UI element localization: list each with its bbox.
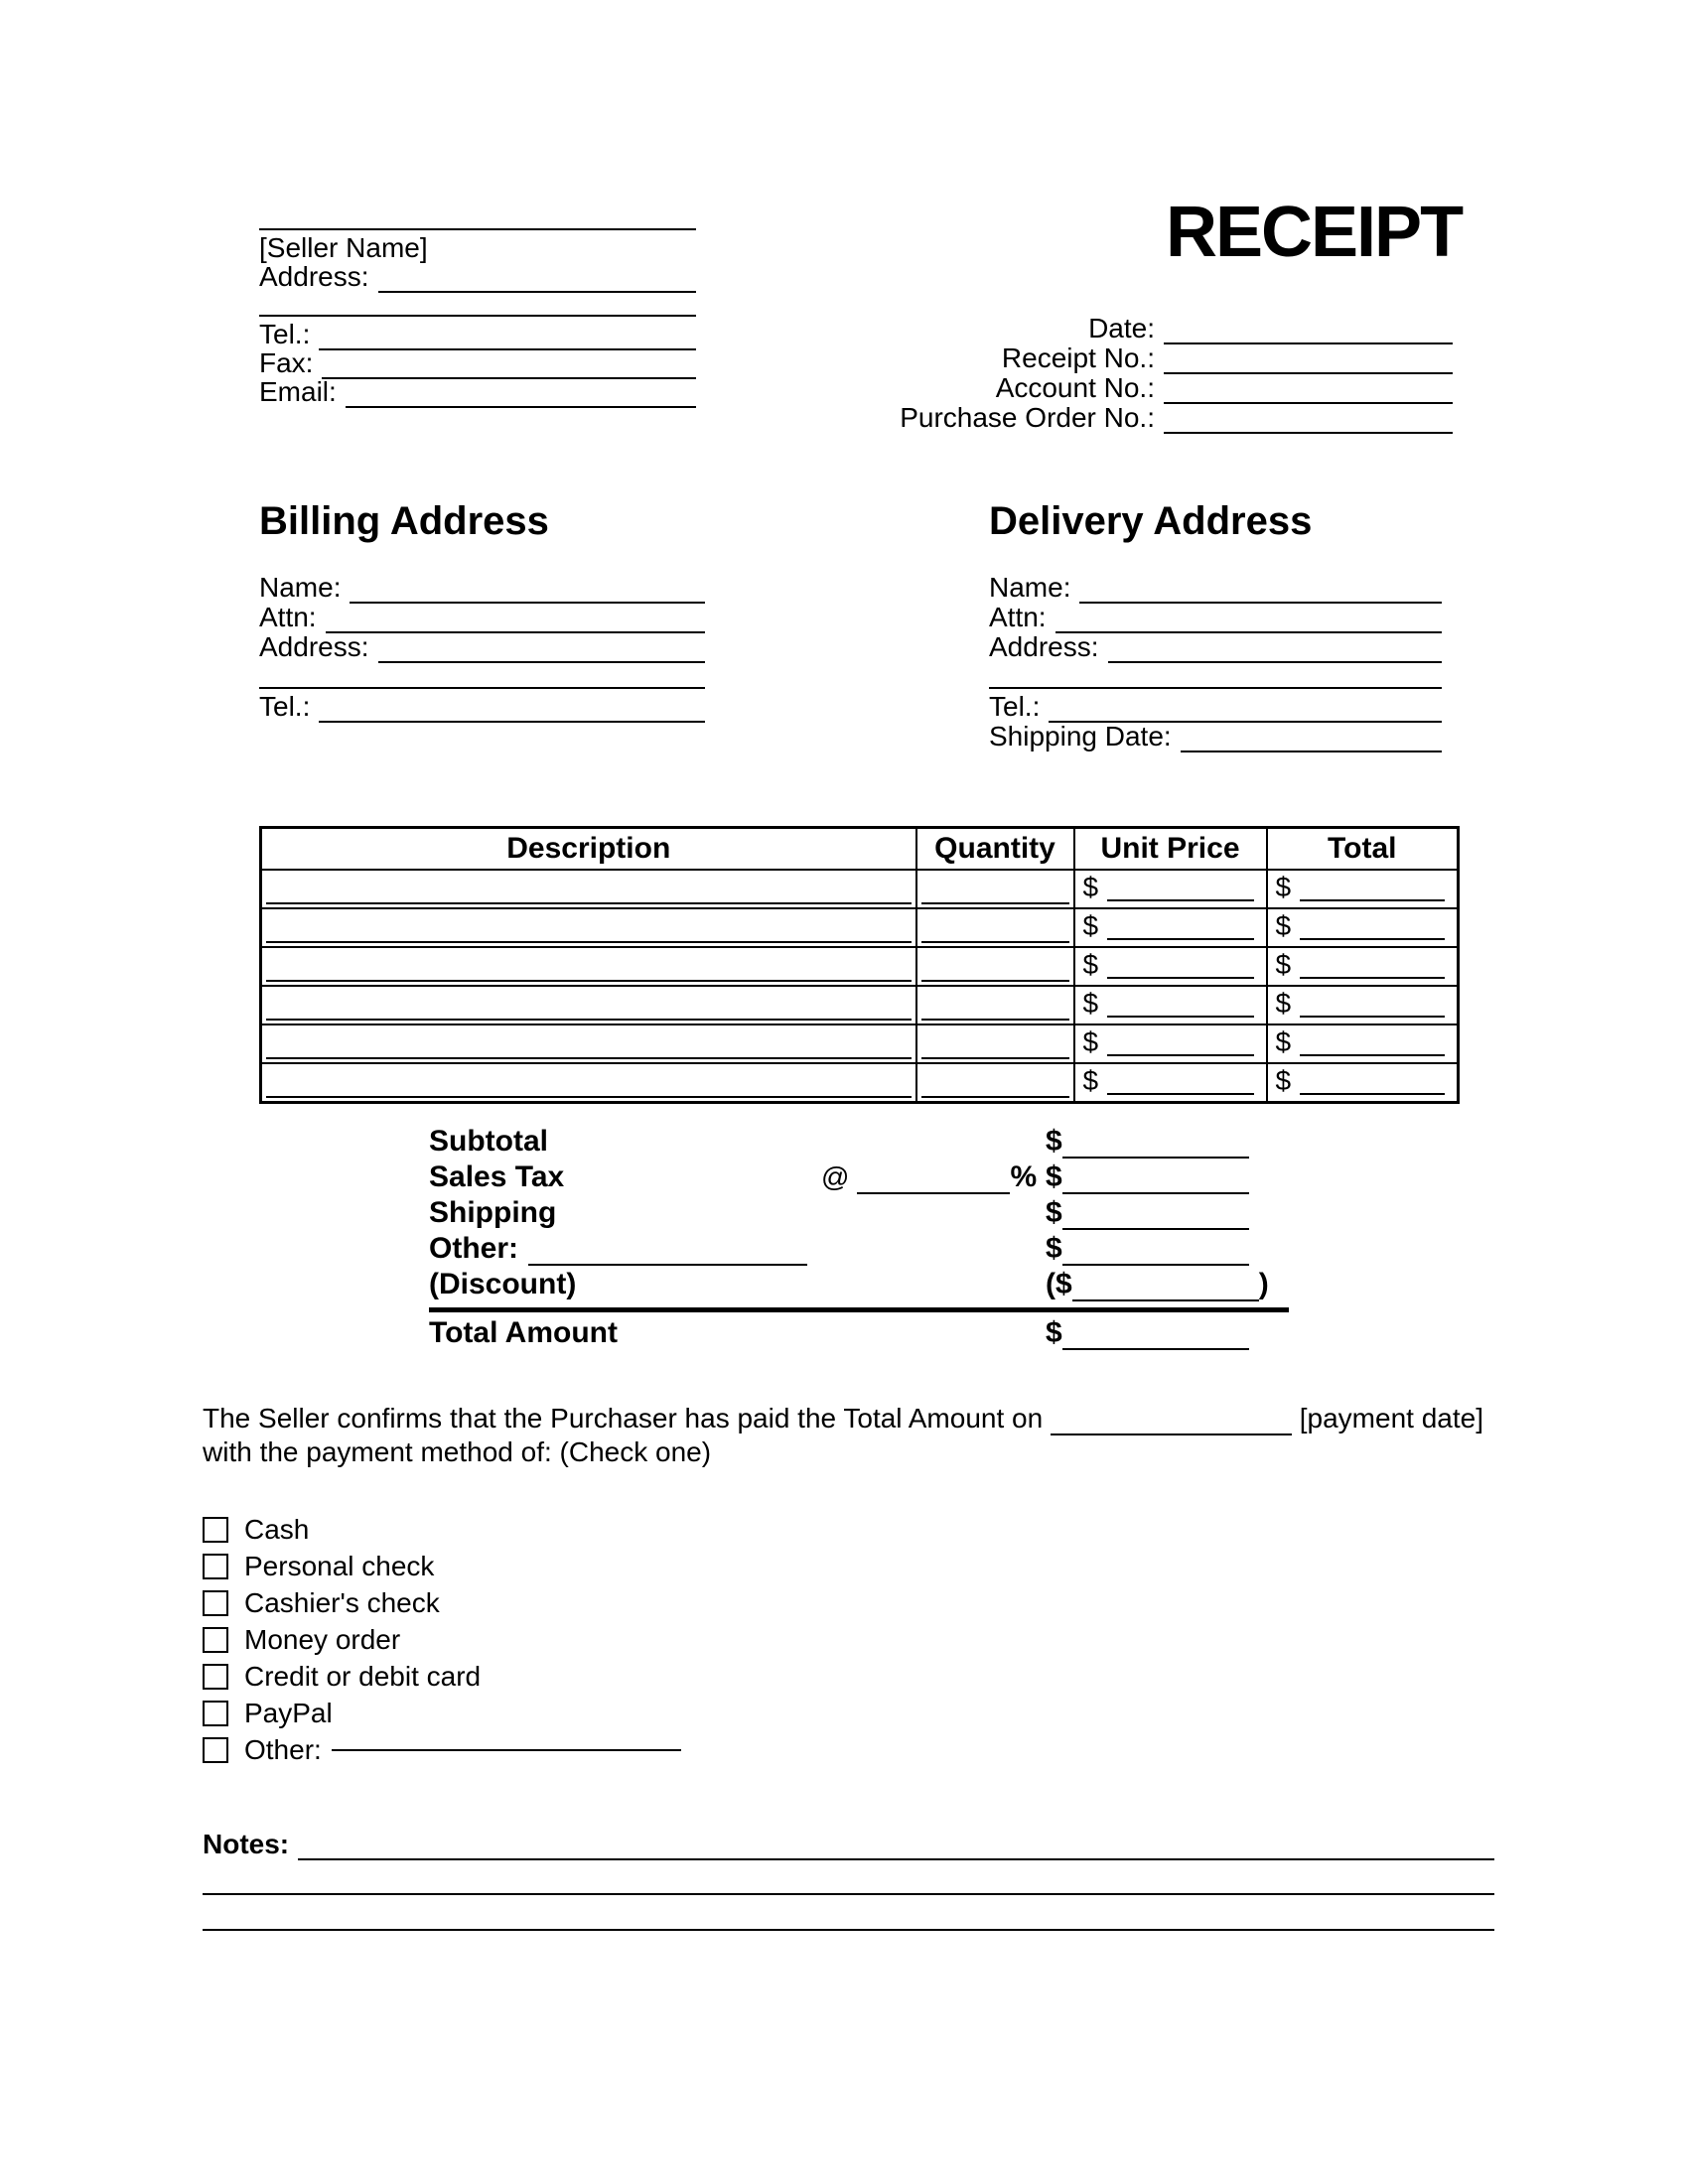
currency-symbol: $ (1046, 1125, 1062, 1158)
currency-symbol: $ (1275, 988, 1292, 1019)
item-quantity-cell[interactable] (916, 947, 1074, 986)
date-label: Date: (1088, 313, 1155, 343)
item-unit-price-cell[interactable] (1074, 1063, 1267, 1103)
personal-check-checkbox[interactable] (203, 1554, 228, 1579)
currency-symbol: $ (1275, 949, 1292, 980)
seller-name-blank-line[interactable] (259, 205, 696, 233)
notes-field-line2[interactable] (203, 1862, 1494, 1898)
currency-symbol: $ (1046, 1232, 1062, 1265)
notes-field-line3[interactable] (203, 1898, 1494, 1934)
item-total-cell[interactable] (1267, 1024, 1459, 1063)
item-total-cell[interactable] (1267, 870, 1459, 908)
currency-symbol: $ (1082, 1065, 1099, 1096)
delivery-shipping-date-field[interactable] (1181, 751, 1442, 752)
payment-method-option-paypal (203, 1695, 681, 1731)
payment-methods-list (203, 1511, 681, 1768)
item-total-cell[interactable] (1267, 986, 1459, 1024)
payment-method-option-other (203, 1731, 681, 1768)
paypal-checkbox[interactable] (203, 1701, 228, 1726)
receipt-no-label: Receipt No.: (1001, 342, 1155, 373)
delivery-shipping-date-label: Shipping Date: (989, 721, 1172, 751)
item-description-cell[interactable] (261, 1024, 916, 1063)
paypal-label: PayPal (244, 1697, 333, 1728)
currency-symbol: $ (1275, 1026, 1292, 1057)
notes-field-line1[interactable] (298, 1858, 1494, 1860)
payment-method-option-credit-debit (203, 1658, 681, 1695)
delivery-address-label: Address: (989, 631, 1099, 662)
unit-price-column-header: Unit Price (1074, 828, 1267, 871)
item-total-cell[interactable] (1267, 908, 1459, 947)
subtotal-label: Subtotal (429, 1125, 548, 1158)
other-amount-field[interactable] (1062, 1264, 1249, 1266)
item-quantity-cell[interactable] (916, 1063, 1074, 1103)
seller-fax-field[interactable] (322, 377, 696, 379)
currency-symbol: $ (1082, 1026, 1099, 1057)
seller-address-label: Address: (259, 261, 369, 292)
other-checkbox[interactable] (203, 1737, 228, 1763)
item-row (261, 908, 1459, 947)
seller-info-block (259, 205, 696, 406)
delivery-address-heading: Delivery Address (989, 499, 1313, 543)
subtotal-field[interactable] (1062, 1157, 1249, 1159)
payment-method-option-personal-check (203, 1548, 681, 1584)
delivery-tel-field[interactable] (1049, 721, 1442, 723)
notes-block (203, 1827, 1494, 1934)
currency-symbol: $ (1082, 988, 1099, 1019)
billing-attn-field[interactable] (326, 631, 705, 633)
payment-method-option-cashiers-check (203, 1584, 681, 1621)
delivery-name-field[interactable] (1079, 602, 1442, 604)
item-row (261, 870, 1459, 908)
seller-address-field-line2[interactable] (259, 291, 696, 320)
currency-symbol: $ (1082, 910, 1099, 941)
confirmation-line2: with the payment method of: (Check one) (203, 1436, 712, 1467)
personal-check-label: Personal check (244, 1550, 435, 1581)
notes-label: Notes: (203, 1829, 290, 1859)
item-description-cell[interactable] (261, 908, 916, 947)
other-label: Other: (244, 1733, 322, 1765)
item-total-cell[interactable] (1267, 947, 1459, 986)
discount-close-paren: ) (1258, 1268, 1269, 1300)
description-column-header: Description (261, 828, 916, 871)
cashiers-check-checkbox[interactable] (203, 1590, 228, 1616)
total-amount-row (429, 1315, 1289, 1351)
payment-date-field[interactable] (1051, 1433, 1292, 1435)
seller-email-field[interactable] (346, 406, 696, 408)
billing-address-field-line2[interactable] (259, 662, 705, 692)
item-total-cell[interactable] (1267, 1063, 1459, 1103)
cash-label: Cash (244, 1513, 310, 1545)
billing-address-heading: Billing Address (259, 499, 549, 543)
delivery-attn-label: Attn: (989, 602, 1047, 632)
delivery-address-field-line2[interactable] (989, 662, 1442, 692)
account-no-label: Account No.: (995, 372, 1155, 403)
page-title: RECEIPT (1166, 193, 1463, 272)
discount-open-paren: ($ (1046, 1268, 1072, 1300)
item-unit-price-cell[interactable] (1074, 908, 1267, 947)
billing-tel-label: Tel.: (259, 691, 311, 722)
item-unit-price-cell[interactable] (1074, 986, 1267, 1024)
sales-tax-rate-field[interactable] (857, 1192, 1010, 1194)
total-amount-label: Total Amount (429, 1316, 618, 1349)
other-row (429, 1231, 1289, 1267)
totals-block (429, 1124, 1289, 1351)
delivery-address-block (989, 499, 1442, 751)
billing-name-label: Name: (259, 572, 342, 603)
confirmation-text-after: [payment date] (1299, 1403, 1483, 1433)
credit-debit-label: Credit or debit card (244, 1660, 482, 1692)
payment-method-option-money-order (203, 1621, 681, 1658)
item-description-cell[interactable] (261, 870, 916, 908)
item-unit-price-cell[interactable] (1074, 870, 1267, 908)
cash-checkbox[interactable] (203, 1517, 228, 1543)
delivery-name-label: Name: (989, 572, 1071, 603)
billing-tel-field[interactable] (319, 721, 705, 723)
item-row (261, 1024, 1459, 1063)
delivery-attn-field[interactable] (1055, 631, 1442, 633)
item-description-cell[interactable] (261, 986, 916, 1024)
item-row (261, 986, 1459, 1024)
item-unit-price-cell[interactable] (1074, 947, 1267, 986)
other-description-field[interactable] (528, 1264, 807, 1266)
shipping-label: Shipping (429, 1196, 557, 1229)
shipping-field[interactable] (1062, 1228, 1249, 1230)
billing-address-label: Address: (259, 631, 369, 662)
currency-symbol: $ (1082, 949, 1099, 980)
totals-divider-rule (429, 1307, 1289, 1312)
billing-name-field[interactable] (350, 602, 705, 604)
item-quantity-cell[interactable] (916, 908, 1074, 947)
payment-method-option-cash (203, 1511, 681, 1548)
other-label: Other: (429, 1232, 518, 1265)
payment-confirmation-paragraph (203, 1402, 1523, 1468)
seller-tel-field[interactable] (319, 348, 696, 350)
item-row (261, 1063, 1459, 1103)
receipt-info-block (894, 314, 1453, 433)
item-quantity-cell[interactable] (916, 1024, 1074, 1063)
percent-symbol: % (1010, 1160, 1038, 1193)
item-quantity-cell[interactable] (916, 986, 1074, 1024)
date-field[interactable] (1164, 342, 1453, 344)
discount-label: (Discount) (429, 1268, 577, 1300)
confirmation-text-before: The Seller confirms that the Purchaser has paid the Total Amount on (203, 1403, 1044, 1433)
items-table-header-row (261, 828, 1459, 871)
total-column-header: Total (1267, 828, 1459, 871)
currency-symbol: $ (1046, 1160, 1062, 1193)
quantity-column-header: Quantity (916, 828, 1074, 871)
seller-email-label: Email: (259, 376, 337, 407)
currency-symbol: $ (1275, 872, 1292, 902)
sales-tax-row (429, 1160, 1289, 1195)
at-symbol: @ (821, 1161, 850, 1192)
credit-debit-checkbox[interactable] (203, 1664, 228, 1690)
seller-fax-label: Fax: (259, 347, 314, 378)
shipping-row (429, 1195, 1289, 1231)
currency-symbol: $ (1082, 872, 1099, 902)
item-description-cell[interactable] (261, 1063, 916, 1103)
delivery-tel-label: Tel.: (989, 691, 1041, 722)
discount-field[interactable] (1072, 1299, 1259, 1301)
currency-symbol: $ (1275, 910, 1292, 941)
currency-symbol: $ (1046, 1316, 1062, 1349)
receipt-no-field[interactable] (1164, 372, 1453, 374)
money-order-label: Money order (244, 1623, 401, 1655)
item-row (261, 947, 1459, 986)
item-description-cell[interactable] (261, 947, 916, 986)
sales-tax-field[interactable] (1062, 1192, 1249, 1194)
total-amount-field[interactable] (1062, 1348, 1249, 1350)
seller-tel-label: Tel.: (259, 319, 311, 349)
billing-attn-label: Attn: (259, 602, 317, 632)
discount-row (429, 1267, 1289, 1302)
items-table (259, 826, 1460, 1104)
cashiers-check-label: Cashier's check (244, 1586, 440, 1618)
purchase-order-no-field[interactable] (1164, 432, 1453, 434)
account-no-field[interactable] (1164, 402, 1453, 404)
currency-symbol: $ (1046, 1196, 1062, 1229)
currency-symbol: $ (1275, 1065, 1292, 1096)
subtotal-row (429, 1124, 1289, 1160)
sales-tax-label: Sales Tax (429, 1160, 565, 1193)
item-unit-price-cell[interactable] (1074, 1024, 1267, 1063)
other-method-field[interactable] (332, 1749, 681, 1751)
purchase-order-no-label: Purchase Order No.: (900, 402, 1155, 433)
seller-name-placeholder: [Seller Name] (259, 232, 428, 263)
item-quantity-cell[interactable] (916, 870, 1074, 908)
money-order-checkbox[interactable] (203, 1627, 228, 1653)
billing-address-block (259, 499, 705, 722)
